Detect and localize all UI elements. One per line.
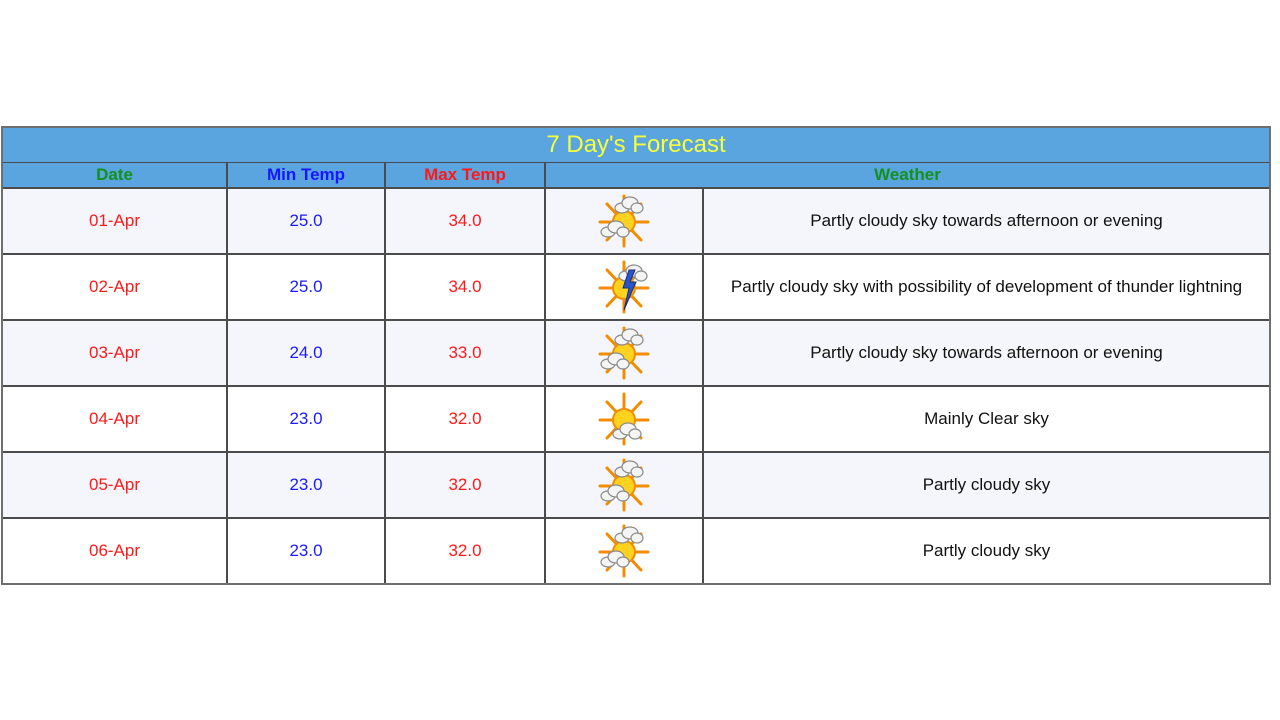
max-temp-cell: 33.0 <box>386 321 546 387</box>
forecast-row <box>3 519 1269 583</box>
forecast-row <box>3 189 1269 255</box>
title-row <box>3 128 1269 163</box>
date-cell: 03-Apr <box>3 321 228 387</box>
max-temp-cell: 32.0 <box>386 519 546 583</box>
weather-description-cell: Partly cloudy sky towards afternoon or evening <box>704 189 1269 255</box>
max-temp-column-header: Max Temp <box>386 163 546 189</box>
max-temp-cell: 34.0 <box>386 189 546 255</box>
weather-description-cell: Mainly Clear sky <box>704 387 1269 453</box>
column-header-row <box>3 163 1269 189</box>
partly-cloudy-icon <box>598 456 650 514</box>
min-temp-cell: 25.0 <box>228 255 386 321</box>
max-temp-cell: 32.0 <box>386 453 546 519</box>
date-cell: 01-Apr <box>3 189 228 255</box>
forecast-body <box>3 189 1269 583</box>
weather-icon-cell <box>546 453 704 519</box>
min-temp-cell: 24.0 <box>228 321 386 387</box>
forecast-row <box>3 387 1269 453</box>
min-temp-cell: 23.0 <box>228 387 386 453</box>
weather-description-cell: Partly cloudy sky towards afternoon or evening <box>704 321 1269 387</box>
forecast-title: 7 Day's Forecast <box>546 131 726 158</box>
forecast-row <box>3 453 1269 519</box>
partly-cloudy-icon <box>598 324 650 382</box>
min-temp-cell: 23.0 <box>228 453 386 519</box>
weather-description-cell: Partly cloudy sky <box>704 453 1269 519</box>
partly-cloudy-icon <box>598 192 650 250</box>
forecast-table <box>1 126 1271 585</box>
min-temp-column-header: Min Temp <box>228 163 386 189</box>
partly-cloudy-icon <box>598 522 650 580</box>
forecast-title-cell <box>3 128 1269 163</box>
max-temp-cell: 34.0 <box>386 255 546 321</box>
mainly-clear-icon <box>598 390 650 448</box>
weather-icon-cell <box>546 519 704 583</box>
weather-icon-cell <box>546 255 704 321</box>
date-cell: 05-Apr <box>3 453 228 519</box>
weather-icon-cell <box>546 321 704 387</box>
thunder-lightning-icon <box>598 258 650 316</box>
forecast-row <box>3 255 1269 321</box>
date-column-header: Date <box>3 163 228 189</box>
weather-description-cell: Partly cloudy sky with possibility of development of thunder lightning <box>704 255 1269 321</box>
weather-icon-cell <box>546 189 704 255</box>
min-temp-cell: 23.0 <box>228 519 386 583</box>
weather-icon-cell <box>546 387 704 453</box>
max-temp-cell: 32.0 <box>386 387 546 453</box>
weather-column-header: Weather <box>546 163 1269 189</box>
min-temp-cell: 25.0 <box>228 189 386 255</box>
date-cell: 02-Apr <box>3 255 228 321</box>
weather-description-cell: Partly cloudy sky <box>704 519 1269 583</box>
forecast-row <box>3 321 1269 387</box>
date-cell: 06-Apr <box>3 519 228 583</box>
date-cell: 04-Apr <box>3 387 228 453</box>
